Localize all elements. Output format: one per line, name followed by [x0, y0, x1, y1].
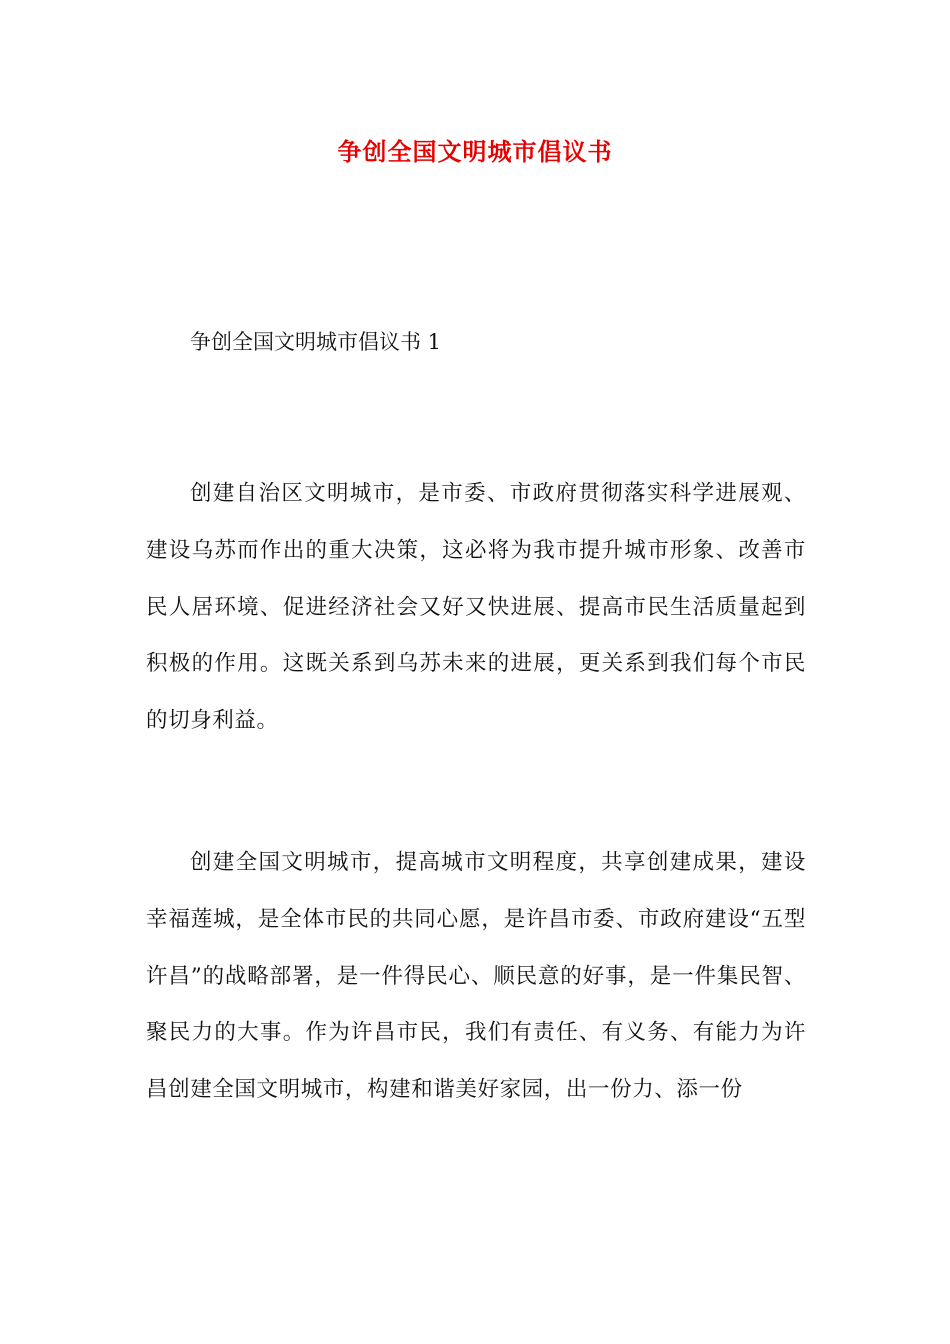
section-heading: 争创全国文明城市倡议书 1 [190, 330, 442, 354]
document-title: 争创全国文明城市倡议书 [337, 138, 613, 166]
body-paragraph-2: 创建全国文明城市，提高城市文明程度，共享创建成果，建设幸福莲城，是全体市民的共同心愿，是许昌市委、市政府建设“五型许昌”的战略部署，是一件得民心、顺民意的好事，是一件集民智、聚民力的大事。作为许昌市民，我们有责任、有义务、有能力为许昌创建全国文明城市，构建和谐美好家园，出一份力、添一份 [146, 850, 806, 1103]
body-paragraph-1: 创建自治区文明城市，是市委、市政府贯彻落实科学进展观、建设乌苏而作出的重大决策，这必将为我市提升城市形象、改善市民人居环境、促进经济社会又好又快进展、提高市民生活质量起到积极的作用。这既关系到乌苏未来的进展，更关系到我们每个市民的切身利益。 [146, 481, 806, 734]
